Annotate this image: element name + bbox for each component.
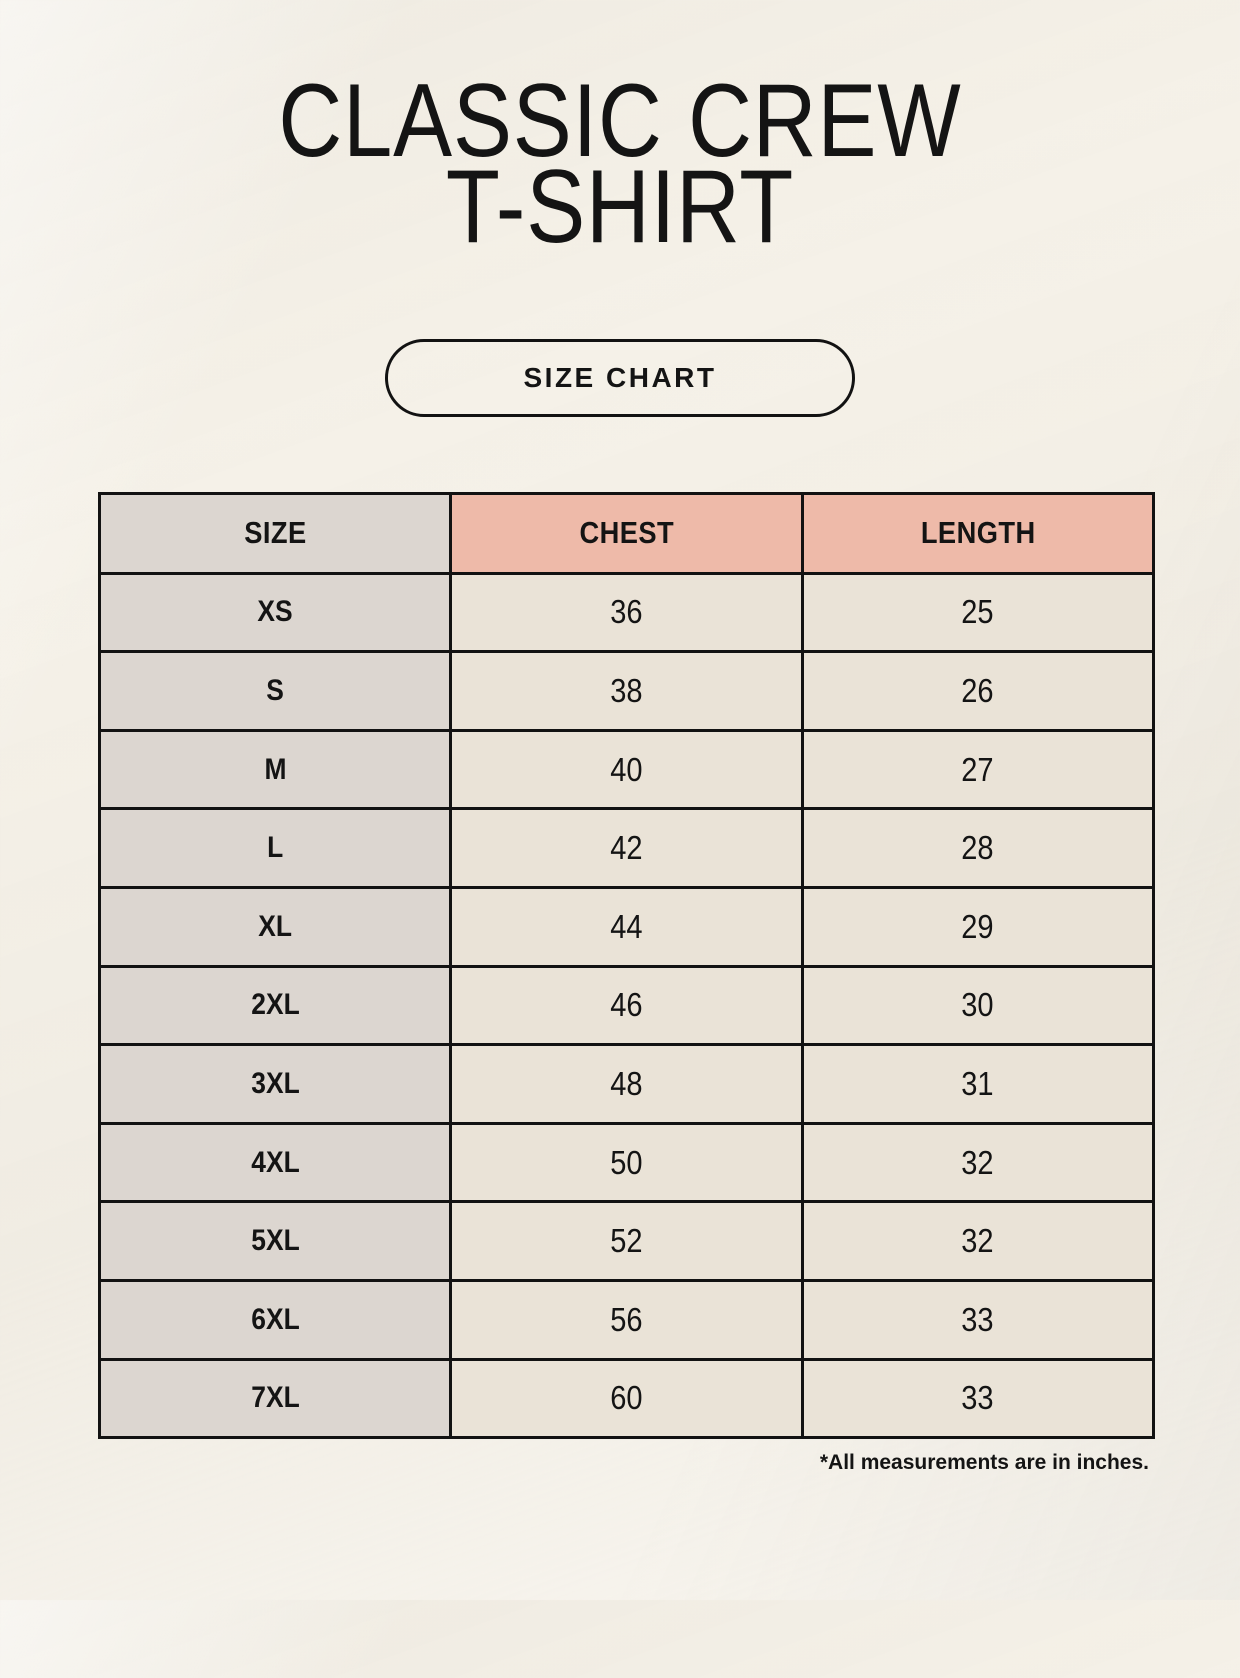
size-cell: 5XL <box>100 1202 451 1281</box>
table-row <box>100 1202 1154 1281</box>
size-cell: 3XL <box>100 1045 451 1124</box>
length-cell: 27 <box>802 730 1153 809</box>
length-cell: 29 <box>802 888 1153 967</box>
size-chart-table <box>98 492 1155 1440</box>
page-title <box>93 63 1147 266</box>
length-cell: 32 <box>802 1123 1153 1202</box>
size-chart-button-label: SIZE CHART <box>523 361 717 393</box>
length-cell: 32 <box>802 1202 1153 1281</box>
size-chart-table-body <box>100 573 1154 1438</box>
header-row <box>100 493 1154 573</box>
length-cell: 31 <box>802 1045 1153 1124</box>
chest-cell: 52 <box>451 1202 802 1281</box>
chest-cell: 46 <box>451 966 802 1045</box>
length-cell: 30 <box>802 966 1153 1045</box>
length-cell: 33 <box>802 1359 1153 1438</box>
table-row <box>100 573 1154 652</box>
length-cell: 28 <box>802 809 1153 888</box>
size-cell: XS <box>100 573 451 652</box>
table-row <box>100 1359 1154 1438</box>
chest-cell: 56 <box>451 1280 802 1359</box>
table-row <box>100 966 1154 1045</box>
chest-cell: 42 <box>451 809 802 888</box>
measurements-footnote: *All measurements are in inches. <box>819 1451 1149 1475</box>
table-row <box>100 652 1154 731</box>
size-cell: XL <box>100 888 451 967</box>
size-chart-page <box>0 63 1240 1678</box>
size-cell: L <box>100 809 451 888</box>
size-cell: 2XL <box>100 966 451 1045</box>
table-row <box>100 888 1154 967</box>
size-chart-button[interactable] <box>385 339 855 417</box>
page-title-line-1: CLASSIC CREW <box>278 63 962 179</box>
column-header-length: LENGTH <box>802 493 1153 573</box>
length-cell: 25 <box>802 573 1153 652</box>
chest-cell: 60 <box>451 1359 802 1438</box>
column-header-chest: CHEST <box>451 493 802 573</box>
table-row <box>100 1045 1154 1124</box>
table-row <box>100 1280 1154 1359</box>
column-header-size: SIZE <box>100 493 451 573</box>
chest-cell: 50 <box>451 1123 802 1202</box>
table-row <box>100 1123 1154 1202</box>
chest-cell: 40 <box>451 730 802 809</box>
page-title-line-2: T-SHIRT <box>445 149 795 266</box>
size-cell: M <box>100 730 451 809</box>
chest-cell: 36 <box>451 573 802 652</box>
chest-cell: 38 <box>451 652 802 731</box>
size-chart-table-header <box>100 493 1154 573</box>
size-cell: 6XL <box>100 1280 451 1359</box>
table-row <box>100 730 1154 809</box>
length-cell: 33 <box>802 1280 1153 1359</box>
chest-cell: 48 <box>451 1045 802 1124</box>
size-cell: 7XL <box>100 1359 451 1438</box>
length-cell: 26 <box>802 652 1153 731</box>
size-cell: 4XL <box>100 1123 451 1202</box>
table-row <box>100 809 1154 888</box>
chest-cell: 44 <box>451 888 802 967</box>
size-cell: S <box>100 652 451 731</box>
